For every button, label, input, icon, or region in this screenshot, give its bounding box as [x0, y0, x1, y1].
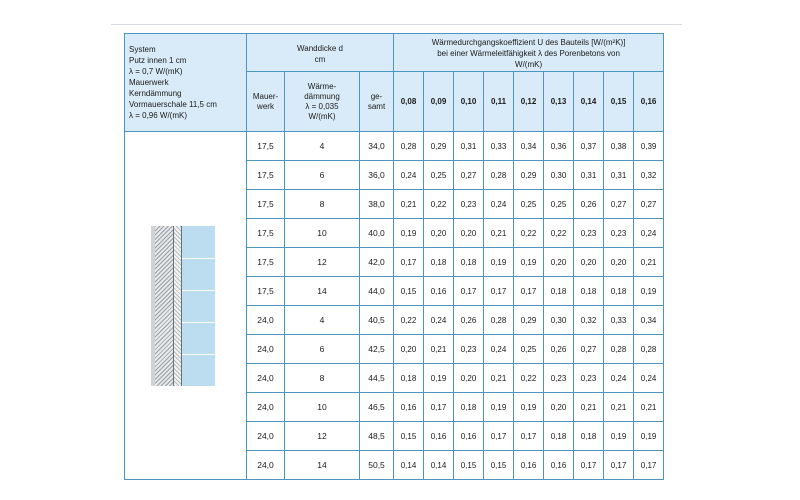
u-value-cell: 0,23	[454, 335, 484, 364]
wall-layer-insul	[182, 226, 215, 386]
u-value-cell: 0,19	[484, 248, 514, 277]
u-value-cell: 0,36	[544, 132, 574, 161]
u-value-cell: 0,27	[604, 190, 634, 219]
u-value-cell: 0,18	[454, 393, 484, 422]
u-value-cell: 0,24	[634, 364, 664, 393]
u-value-header	[394, 34, 664, 72]
u-value-cell: 0,24	[604, 364, 634, 393]
u-value-cell: 0,23	[574, 364, 604, 393]
daemmung-cell: 10	[285, 393, 360, 422]
mauerwerk-header	[247, 72, 285, 132]
u-value-cell: 0,20	[454, 219, 484, 248]
u-value-cell: 0,28	[634, 335, 664, 364]
u-value-cell: 0,20	[544, 393, 574, 422]
lambda-header-cell: 0,13	[544, 72, 574, 132]
mauerwerk-cell: 17,5	[247, 219, 285, 248]
mauerwerk-cell: 17,5	[247, 277, 285, 306]
u-value-cell: 0,15	[394, 422, 424, 451]
u-value-cell: 0,21	[424, 335, 454, 364]
u-value-cell: 0,16	[514, 451, 544, 480]
u-header-line-3: W/(mK)	[515, 60, 543, 69]
header-row-1	[125, 34, 664, 72]
u-value-cell: 0,18	[454, 248, 484, 277]
mauerwerk-cell: 17,5	[247, 132, 285, 161]
mauerwerk-cell: 24,0	[247, 335, 285, 364]
u-value-cell: 0,32	[574, 306, 604, 335]
daemmung-cell: 8	[285, 190, 360, 219]
u-value-cell: 0,17	[574, 451, 604, 480]
u-value-cell: 0,24	[484, 190, 514, 219]
u-value-cell: 0,22	[544, 219, 574, 248]
u-value-cell: 0,18	[544, 277, 574, 306]
u-value-cell: 0,23	[454, 190, 484, 219]
gesamt-cell: 42,0	[360, 248, 394, 277]
u-value-cell: 0,26	[544, 335, 574, 364]
u-value-cell: 0,20	[544, 248, 574, 277]
u-value-cell: 0,15	[454, 451, 484, 480]
u-value-cell: 0,33	[484, 132, 514, 161]
gesamt-cell: 36,0	[360, 161, 394, 190]
u-value-cell: 0,22	[394, 306, 424, 335]
mauerwerk-cell: 24,0	[247, 451, 285, 480]
u-value-cell: 0,28	[484, 161, 514, 190]
wall-layer-brick2	[174, 226, 182, 386]
u-value-table	[124, 33, 664, 480]
mauerwerk-cell: 17,5	[247, 161, 285, 190]
gesamt-cell: 38,0	[360, 190, 394, 219]
gesamt-cell: 50,5	[360, 451, 394, 480]
u-value-cell: 0,15	[484, 451, 514, 480]
u-value-cell: 0,27	[454, 161, 484, 190]
mauerwerk-cell: 17,5	[247, 190, 285, 219]
wanddicke-header-title: Wanddicke d	[297, 43, 343, 53]
system-line-mauerwerk: Mauerwerk	[129, 78, 169, 87]
u-value-cell: 0,16	[454, 422, 484, 451]
lambda-header-cell: 0,11	[484, 72, 514, 132]
u-value-cell: 0,19	[484, 393, 514, 422]
lambda-header-cell: 0,08	[394, 72, 424, 132]
u-value-cell: 0,19	[514, 248, 544, 277]
u-value-cell: 0,25	[514, 190, 544, 219]
insulation-joint	[182, 258, 215, 259]
wall-section-cell	[125, 132, 247, 480]
top-rule	[111, 24, 682, 25]
u-value-cell: 0,15	[394, 277, 424, 306]
u-value-cell: 0,20	[454, 364, 484, 393]
u-value-cell: 0,18	[394, 364, 424, 393]
u-value-cell: 0,21	[394, 190, 424, 219]
gesamt-cell: 42,5	[360, 335, 394, 364]
u-value-cell: 0,17	[484, 277, 514, 306]
u-value-cell: 0,18	[574, 277, 604, 306]
u-value-cell: 0,17	[394, 248, 424, 277]
u-value-cell: 0,32	[634, 161, 664, 190]
u-value-cell: 0,39	[634, 132, 664, 161]
u-value-cell: 0,38	[604, 132, 634, 161]
u-value-cell: 0,23	[544, 364, 574, 393]
u-value-cell: 0,17	[514, 277, 544, 306]
system-line-putz: Putz innen 1 cm	[129, 56, 187, 65]
u-value-cell: 0,34	[514, 132, 544, 161]
u-value-cell: 0,31	[574, 161, 604, 190]
u-value-cell: 0,20	[604, 248, 634, 277]
daemmung-header-l4: W/(mK)	[308, 111, 336, 121]
u-value-cell: 0,16	[394, 393, 424, 422]
gesamt-cell: 44,5	[360, 364, 394, 393]
u-value-cell: 0,25	[544, 190, 574, 219]
daemmung-cell: 4	[285, 306, 360, 335]
insulation-joint	[182, 290, 215, 291]
u-value-cell: 0,28	[604, 335, 634, 364]
insulation-joint	[182, 354, 215, 355]
gesamt-header	[360, 72, 394, 132]
lambda-header-cell: 0,10	[454, 72, 484, 132]
wanddicke-header-unit: cm	[314, 54, 326, 64]
daemmung-cell: 6	[285, 335, 360, 364]
u-value-cell: 0,17	[454, 277, 484, 306]
gesamt-cell: 40,0	[360, 219, 394, 248]
lambda-header-cell: 0,16	[634, 72, 664, 132]
mauerwerk-cell: 24,0	[247, 306, 285, 335]
u-value-cell: 0,28	[394, 132, 424, 161]
u-value-cell: 0,25	[424, 161, 454, 190]
u-value-cell: 0,19	[514, 393, 544, 422]
u-value-cell: 0,24	[394, 161, 424, 190]
u-value-cell: 0,21	[484, 364, 514, 393]
daemmung-header-l3: λ = 0,035	[305, 101, 339, 111]
u-value-cell: 0,31	[604, 161, 634, 190]
u-value-cell: 0,17	[514, 422, 544, 451]
u-value-cell: 0,26	[574, 190, 604, 219]
lambda-header-cell: 0,09	[424, 72, 454, 132]
u-value-cell: 0,34	[634, 306, 664, 335]
u-value-cell: 0,24	[484, 335, 514, 364]
u-value-cell: 0,30	[544, 161, 574, 190]
u-value-cell: 0,31	[454, 132, 484, 161]
system-line-vormauer-lambda: λ = 0,96 W/(mK)	[129, 111, 188, 120]
u-value-cell: 0,17	[634, 451, 664, 480]
u-header-line-1: Wärmedurchgangskoeffizient U des Bauteils [W/(m²K)]	[431, 38, 626, 47]
daemmung-header-l1: Wärme-	[307, 81, 337, 91]
u-value-cell: 0,19	[424, 364, 454, 393]
u-value-cell: 0,17	[484, 422, 514, 451]
u-value-cell: 0,22	[424, 190, 454, 219]
u-value-cell: 0,22	[514, 364, 544, 393]
u-value-cell: 0,19	[634, 277, 664, 306]
system-description	[125, 34, 247, 132]
gesamt-header-l1: ge-	[370, 91, 383, 101]
u-value-cell: 0,19	[634, 422, 664, 451]
u-value-cell: 0,18	[604, 277, 634, 306]
u-value-cell: 0,17	[424, 393, 454, 422]
u-value-cell: 0,20	[424, 219, 454, 248]
u-value-cell: 0,29	[514, 161, 544, 190]
mauerwerk-header-l1: Mauer-	[252, 91, 279, 101]
u-value-cell: 0,19	[604, 422, 634, 451]
gesamt-cell: 46,5	[360, 393, 394, 422]
mauerwerk-cell: 17,5	[247, 248, 285, 277]
lambda-header-cell: 0,14	[574, 72, 604, 132]
u-value-cell: 0,29	[424, 132, 454, 161]
table-row	[125, 132, 664, 161]
gesamt-cell: 34,0	[360, 132, 394, 161]
u-value-cell: 0,21	[574, 393, 604, 422]
u-value-cell: 0,30	[544, 306, 574, 335]
u-header-line-2: bei einer Wärmeleitfähigkeit λ des Porenbetons von	[437, 49, 620, 58]
u-value-cell: 0,14	[424, 451, 454, 480]
u-value-cell: 0,23	[574, 219, 604, 248]
u-value-cell: 0,19	[394, 219, 424, 248]
u-value-cell: 0,14	[394, 451, 424, 480]
u-value-cell: 0,18	[424, 248, 454, 277]
gesamt-cell: 44,0	[360, 277, 394, 306]
u-value-cell: 0,28	[484, 306, 514, 335]
daemmung-cell: 10	[285, 219, 360, 248]
u-value-cell: 0,37	[574, 132, 604, 161]
daemmung-cell: 12	[285, 422, 360, 451]
u-value-cell: 0,18	[574, 422, 604, 451]
u-value-cell: 0,20	[574, 248, 604, 277]
daemmung-cell: 6	[285, 161, 360, 190]
wall-section-diagram	[151, 226, 217, 386]
u-value-cell: 0,16	[424, 277, 454, 306]
system-title: System	[129, 45, 156, 54]
u-value-cell: 0,21	[634, 393, 664, 422]
u-value-cell: 0,25	[514, 335, 544, 364]
lambda-header-cell: 0,12	[514, 72, 544, 132]
u-value-cell: 0,33	[604, 306, 634, 335]
u-value-cell: 0,21	[484, 219, 514, 248]
insulation-joint	[182, 322, 215, 323]
daemmung-header	[285, 72, 360, 132]
u-value-cell: 0,26	[454, 306, 484, 335]
u-value-cell: 0,24	[424, 306, 454, 335]
wall-layer-brick	[155, 226, 174, 386]
daemmung-cell: 4	[285, 132, 360, 161]
u-value-cell: 0,27	[574, 335, 604, 364]
u-value-cell: 0,18	[544, 422, 574, 451]
daemmung-cell: 12	[285, 248, 360, 277]
mauerwerk-header-l2: werk	[257, 101, 274, 111]
u-value-cell: 0,21	[634, 248, 664, 277]
daemmung-cell: 8	[285, 364, 360, 393]
daemmung-cell: 14	[285, 451, 360, 480]
daemmung-header-l2: dämmung	[304, 91, 340, 101]
u-value-cell: 0,24	[634, 219, 664, 248]
system-line-kerndaemmung: Kerndämmung	[129, 89, 182, 98]
u-value-cell: 0,22	[514, 219, 544, 248]
daemmung-cell: 14	[285, 277, 360, 306]
lambda-header-cell: 0,15	[604, 72, 634, 132]
u-value-cell: 0,16	[544, 451, 574, 480]
mauerwerk-cell: 24,0	[247, 422, 285, 451]
mauerwerk-cell: 24,0	[247, 393, 285, 422]
gesamt-cell: 40,5	[360, 306, 394, 335]
u-value-cell: 0,16	[424, 422, 454, 451]
gesamt-cell: 48,5	[360, 422, 394, 451]
u-value-cell: 0,27	[634, 190, 664, 219]
mauerwerk-cell: 24,0	[247, 364, 285, 393]
system-line-putz-lambda: λ = 0,7 W/(mK)	[129, 67, 183, 76]
u-value-cell: 0,20	[394, 335, 424, 364]
u-value-cell: 0,17	[604, 451, 634, 480]
system-line-vormauerschale: Vormauerschale 11,5 cm	[129, 100, 217, 109]
gesamt-header-l2: samt	[367, 101, 386, 111]
u-value-cell: 0,23	[604, 219, 634, 248]
u-value-cell: 0,29	[514, 306, 544, 335]
u-value-cell: 0,21	[604, 393, 634, 422]
wanddicke-header	[247, 34, 394, 72]
